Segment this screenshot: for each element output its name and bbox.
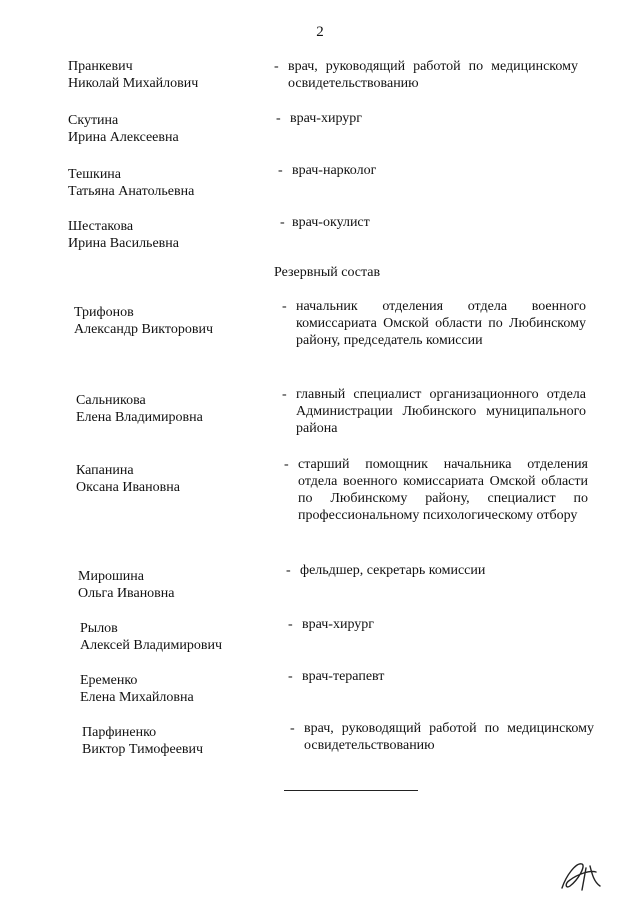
dash: - bbox=[288, 617, 293, 632]
member-given-names: Оксана Ивановна bbox=[76, 480, 180, 495]
member-given-names: Татьяна Анатольевна bbox=[68, 184, 195, 199]
member-name bbox=[80, 620, 222, 654]
member-duty: врач-нарколог bbox=[292, 163, 377, 178]
member-duty: фельдшер, секретарь комиссии bbox=[300, 563, 486, 578]
member-name bbox=[68, 58, 198, 92]
dash: - bbox=[274, 59, 279, 74]
member-surname: Рылов bbox=[80, 621, 118, 636]
member-surname: Тешкина bbox=[68, 167, 122, 182]
member-given-names: Николай Михайлович bbox=[68, 76, 199, 91]
member-surname: Мирошина bbox=[78, 569, 144, 584]
dash: - bbox=[278, 163, 283, 178]
member-given-names: Александр Викторович bbox=[74, 322, 214, 337]
member-given-names: Елена Михайловна bbox=[80, 690, 194, 705]
member-name bbox=[74, 304, 213, 338]
dash: - bbox=[288, 669, 293, 684]
dash: - bbox=[284, 457, 289, 472]
dash: - bbox=[280, 215, 285, 230]
member-name bbox=[76, 462, 180, 496]
dash: - bbox=[286, 563, 291, 578]
member-duty: врач, руководящий работой по медицинскому освидетельствованию bbox=[304, 721, 594, 753]
dash: - bbox=[282, 299, 287, 314]
member-duty: врач-хирург bbox=[302, 617, 375, 632]
handwritten-signature bbox=[556, 858, 604, 899]
member-name bbox=[68, 112, 179, 146]
member-given-names: Елена Владимировна bbox=[76, 410, 203, 425]
member-name bbox=[80, 672, 194, 706]
member-surname: Шестакова bbox=[68, 219, 134, 234]
member-name bbox=[68, 166, 194, 200]
member-duty: врач-хирург bbox=[290, 111, 363, 126]
member-surname: Трифонов bbox=[74, 305, 134, 320]
member-duty: начальник отделения отдела военного комиссариата Омской области по Любинскому району, председатель комиссии bbox=[296, 299, 586, 348]
member-name bbox=[68, 218, 179, 252]
member-duty: врач, руководящий работой по медицинскому освидетельствованию bbox=[288, 59, 578, 91]
member-given-names: Виктор Тимофеевич bbox=[82, 742, 204, 757]
member-surname: Пранкевич bbox=[68, 59, 133, 74]
member-surname: Скутина bbox=[68, 113, 119, 128]
reserve-section-title: Резервный состав bbox=[274, 265, 381, 280]
dash: - bbox=[282, 387, 287, 402]
member-name bbox=[82, 724, 203, 758]
member-surname: Еременко bbox=[80, 673, 138, 688]
member-duty: главный специалист организационного отдела Администрации Любинского муниципального района bbox=[296, 387, 586, 436]
member-duty: старший помощник начальника отделения отдела военного комиссариата Омской области по Любинскому району, специалист по профессиональному психологическому отбору bbox=[298, 457, 588, 523]
member-surname: Сальникова bbox=[76, 393, 146, 408]
dash: - bbox=[276, 111, 281, 126]
member-given-names: Ирина Алексеевна bbox=[68, 130, 179, 145]
page-number: 2 bbox=[316, 24, 324, 40]
member-given-names: Ирина Васильевна bbox=[68, 236, 179, 251]
member-surname: Парфиненко bbox=[82, 725, 157, 740]
member-duty: врач-окулист bbox=[292, 215, 370, 230]
end-of-list-rule bbox=[284, 790, 418, 791]
member-name bbox=[76, 392, 203, 426]
member-duty: врач-терапевт bbox=[302, 669, 385, 684]
member-surname: Капанина bbox=[76, 463, 134, 478]
member-name bbox=[78, 568, 175, 602]
member-given-names: Алексей Владимирович bbox=[80, 638, 223, 653]
dash: - bbox=[290, 721, 295, 736]
member-given-names: Ольга Ивановна bbox=[78, 586, 175, 601]
